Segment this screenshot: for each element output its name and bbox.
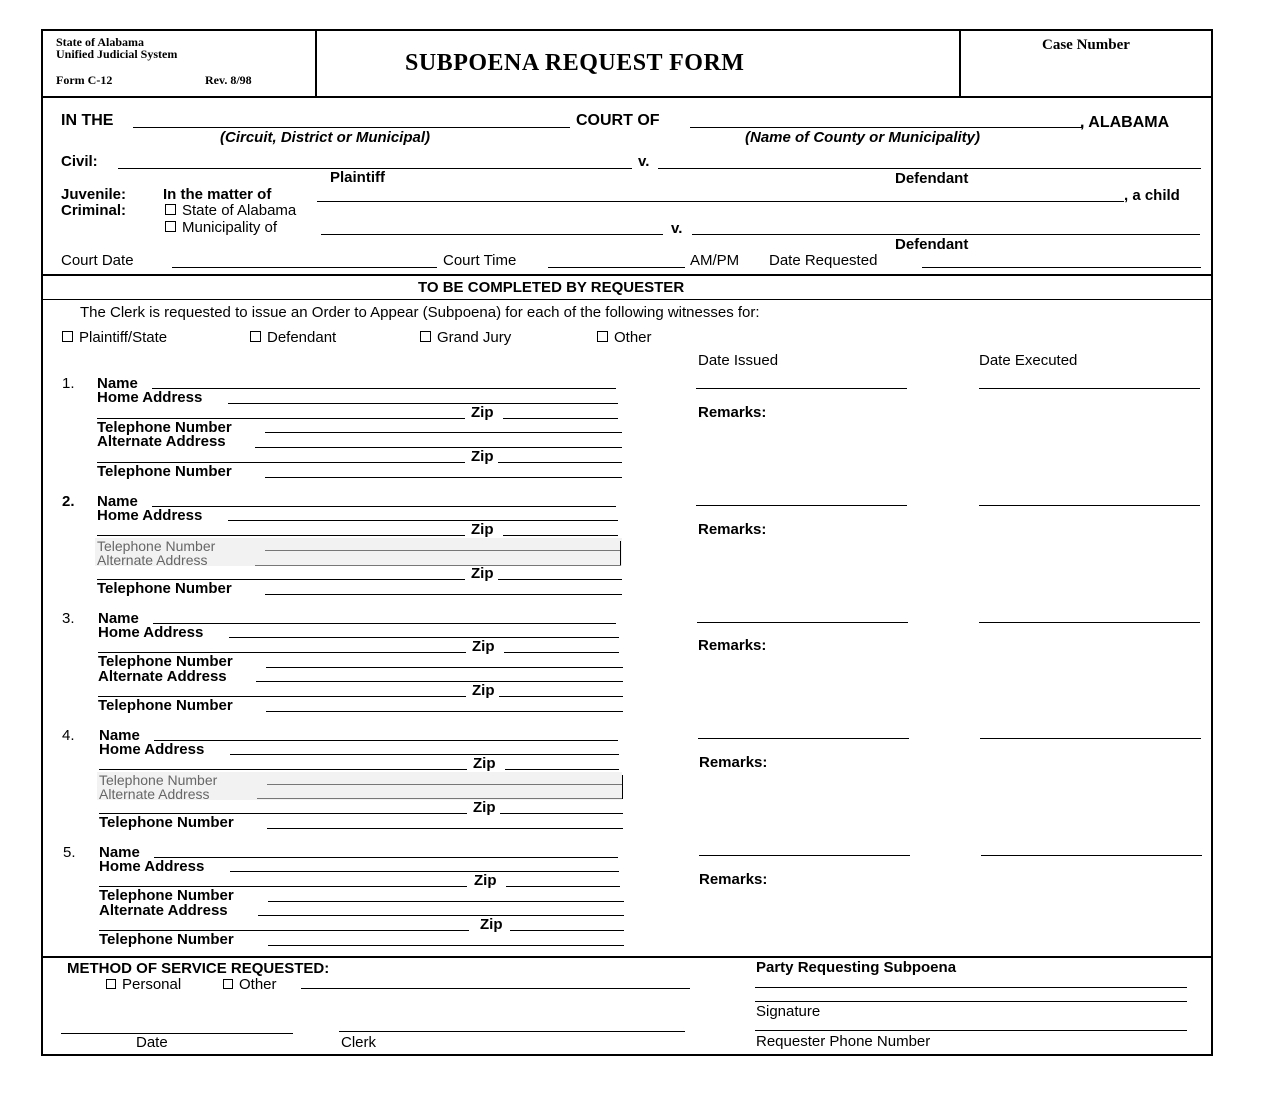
state-of-alabama-option[interactable]: [165, 203, 296, 219]
court-type-field[interactable]: [133, 127, 570, 128]
child-name-field[interactable]: [317, 201, 1124, 202]
clerk-signature-field[interactable]: [339, 1031, 685, 1032]
witness-5-telephone-field[interactable]: [268, 901, 624, 902]
option-plaintiff-state[interactable]: [62, 330, 167, 346]
form-title: SUBPOENA REQUEST FORM: [405, 50, 745, 76]
defendant-checkbox[interactable]: [250, 331, 261, 342]
remarks-label: Remarks:: [698, 404, 767, 421]
alternate-address-label: Alternate Address: [98, 668, 227, 685]
telephone-label: Telephone Number: [97, 419, 232, 436]
form-border-top: [41, 29, 1213, 31]
witness-1-telephone-field[interactable]: [265, 432, 622, 433]
witness-5-alternate-address-field[interactable]: [258, 915, 624, 916]
civil-defendant-field[interactable]: [658, 168, 1201, 169]
service-option-personal[interactable]: [106, 977, 181, 993]
form-border-bottom: [41, 1054, 1213, 1056]
criminal-label: Criminal:: [61, 202, 127, 219]
zip2-label: Zip: [473, 799, 496, 816]
witness-number: 1.: [62, 375, 75, 392]
witness-2-telephone2-field[interactable]: [265, 594, 622, 595]
telephone2-label: Telephone Number: [97, 463, 232, 480]
state-suffix: , ALABAMA: [1080, 114, 1170, 131]
civil-label: Civil:: [61, 153, 98, 170]
witness-4-zip-field[interactable]: [505, 769, 619, 770]
witness-2-name-field[interactable]: [152, 506, 616, 507]
court-type-hint: (Circuit, District or Municipal): [220, 129, 431, 146]
state-of-alabama-checkbox[interactable]: [165, 204, 176, 215]
signature-field[interactable]: [755, 1001, 1187, 1002]
home-address-label: Home Address: [97, 507, 203, 524]
county-field[interactable]: [690, 127, 1082, 128]
witness-3-date-executed-field[interactable]: [979, 622, 1200, 623]
remarks-label: Remarks:: [698, 637, 767, 654]
witness-4-home-address-line2[interactable]: [99, 769, 467, 770]
court-of-label: COURT OF: [576, 112, 660, 129]
court-date-field[interactable]: [172, 267, 437, 268]
witness-5-zip2-field[interactable]: [510, 930, 624, 931]
criminal-defendant-caption: Defendant: [895, 236, 969, 253]
form-border-left: [41, 29, 43, 1056]
court-time-label: Court Time: [443, 252, 517, 269]
other-checkbox[interactable]: [597, 331, 608, 342]
party-requesting-field[interactable]: [755, 987, 1187, 988]
witness-1-zip-field[interactable]: [503, 418, 618, 419]
municipality-option[interactable]: [165, 220, 277, 236]
requester-heading-divider: [41, 299, 1213, 300]
witness-4-home-address-field[interactable]: [230, 754, 619, 755]
telephone-label: Telephone Number: [97, 538, 216, 554]
requester-instruction: The Clerk is requested to issue an Order to Appear (Subpoena) for each of the following witnesses for:: [80, 304, 760, 321]
zip-label: Zip: [471, 521, 494, 538]
witness-5-zip-field[interactable]: [506, 886, 620, 887]
agency-line2: Unified Judicial System: [56, 47, 178, 61]
zip2-label: Zip: [471, 565, 494, 582]
witness-3-alternate-address-field[interactable]: [256, 681, 623, 682]
alternate-address-label: Alternate Address: [99, 786, 210, 802]
zip2-label: Zip: [471, 448, 494, 465]
service-date-field[interactable]: [61, 1033, 293, 1034]
juvenile-label: Juvenile:: [61, 186, 127, 203]
home-address-label: Home Address: [99, 741, 205, 758]
witness-2-home-address-line2[interactable]: [97, 535, 465, 536]
witness-2-telephone-field[interactable]: [265, 550, 621, 551]
service-date-label: Date: [136, 1034, 168, 1051]
witness-4-faded-edge: [622, 775, 623, 799]
form-number: Form C-12: [56, 73, 113, 87]
witness-1-zip2-field[interactable]: [498, 462, 622, 463]
witness-3-telephone-field[interactable]: [266, 667, 623, 668]
plaintiff-state-label: Plaintiff/State: [79, 329, 168, 346]
witness-2-date-issued-field[interactable]: [696, 505, 907, 506]
service-other-field[interactable]: [301, 988, 690, 989]
requester-phone-field[interactable]: [755, 1030, 1187, 1031]
telephone-label: Telephone Number: [98, 653, 233, 670]
telephone2-label: Telephone Number: [97, 580, 232, 597]
alternate-address-label: Alternate Address: [97, 552, 208, 568]
witness-5-name-field[interactable]: [154, 857, 618, 858]
personal-checkbox[interactable]: [106, 979, 116, 989]
home-address-label: Home Address: [97, 389, 203, 406]
witness-3-date-issued-field[interactable]: [697, 622, 908, 623]
personal-label: Personal: [122, 976, 182, 993]
alternate-address-label: Alternate Address: [99, 902, 228, 919]
case-number-field[interactable]: [965, 56, 1205, 92]
agency-line1: State of Alabama: [56, 35, 144, 49]
witness-1-telephone2-field[interactable]: [265, 477, 622, 478]
witness-4-date-issued-field[interactable]: [698, 738, 909, 739]
name-label: Name: [97, 375, 138, 392]
zip-label: Zip: [471, 404, 494, 421]
ampm-label: AM/PM: [690, 252, 740, 269]
witness-2-home-address-field[interactable]: [228, 520, 618, 521]
zip-label: Zip: [472, 638, 495, 655]
witness-4-telephone-field[interactable]: [267, 784, 622, 785]
header-divider-right: [959, 29, 961, 97]
service-other-checkbox[interactable]: [223, 979, 233, 989]
witness-3-home-address-field[interactable]: [229, 637, 619, 638]
witness-3-zip2-field[interactable]: [499, 696, 623, 697]
name-label: Name: [99, 844, 140, 861]
service-top-divider: [41, 956, 1213, 958]
option-defendant[interactable]: [250, 330, 336, 346]
case-number-label: Case Number: [1042, 37, 1130, 53]
home-address-label: Home Address: [98, 624, 204, 641]
telephone2-label: Telephone Number: [98, 697, 233, 714]
requester-top-divider: [41, 274, 1213, 276]
witness-1-name-field[interactable]: [152, 388, 616, 389]
plaintiff-state-checkbox[interactable]: [62, 331, 73, 342]
header-divider: [41, 96, 1213, 98]
date-requested-field[interactable]: [922, 267, 1201, 268]
witness-4-zip2-field[interactable]: [500, 813, 623, 814]
name-label: Name: [99, 727, 140, 744]
witness-3-telephone2-field[interactable]: [266, 711, 623, 712]
witness-3-zip-field[interactable]: [504, 652, 619, 653]
witness-3-name-field[interactable]: [153, 623, 616, 624]
date-executed-header: Date Executed: [979, 352, 1078, 369]
municipality-label: Municipality of: [182, 219, 278, 236]
witness-1-alternate-address-field[interactable]: [255, 447, 622, 448]
other-label: Other: [614, 329, 652, 346]
witness-number: 2.: [62, 493, 75, 510]
municipality-checkbox[interactable]: [165, 221, 176, 232]
alternate-address-label: Alternate Address: [97, 433, 226, 450]
zip2-label: Zip: [472, 682, 495, 699]
telephone2-label: Telephone Number: [99, 931, 234, 948]
grand-jury-label: Grand Jury: [437, 329, 512, 346]
in-the-label: IN THE: [61, 112, 114, 129]
zip-label: Zip: [473, 755, 496, 772]
witness-4-date-executed-field[interactable]: [980, 738, 1201, 739]
remarks-label: Remarks:: [699, 871, 768, 888]
witness-5-home-address-field[interactable]: [230, 871, 619, 872]
witness-4-telephone2-field[interactable]: [267, 828, 623, 829]
witness-4-alternate-address-field[interactable]: [257, 798, 622, 799]
witness-2-zip2-field[interactable]: [498, 579, 622, 580]
option-grand-jury[interactable]: [420, 330, 511, 346]
service-other-label: Other: [239, 976, 277, 993]
witness-4-name-field[interactable]: [154, 740, 618, 741]
witness-1-date-executed-field[interactable]: [979, 388, 1200, 389]
date-issued-header: Date Issued: [698, 352, 779, 369]
witness-5-telephone2-field[interactable]: [268, 945, 624, 946]
telephone-label: Telephone Number: [99, 887, 234, 904]
municipality-field[interactable]: [321, 234, 663, 235]
name-label: Name: [98, 610, 139, 627]
remarks-label: Remarks:: [698, 521, 767, 538]
zip2-label: Zip: [480, 916, 503, 933]
witness-2-date-executed-field[interactable]: [979, 505, 1200, 506]
requester-heading: TO BE COMPLETED BY REQUESTER: [418, 279, 685, 296]
witness-2-faded-edge: [620, 541, 621, 565]
party-requesting-label: Party Requesting Subpoena: [756, 959, 957, 976]
clerk-label: Clerk: [341, 1034, 377, 1051]
plaintiff-caption: Plaintiff: [330, 169, 385, 186]
header-divider-left: [315, 29, 317, 97]
criminal-defendant-field[interactable]: [692, 234, 1200, 235]
requester-phone-label: Requester Phone Number: [756, 1033, 931, 1050]
child-suffix: , a child: [1124, 187, 1180, 204]
in-matter-label: In the matter of: [163, 186, 272, 203]
option-other[interactable]: [597, 330, 652, 346]
form-revision: Rev. 8/98: [205, 73, 252, 87]
state-of-alabama-label: State of Alabama: [182, 202, 297, 219]
witness-number: 3.: [62, 610, 75, 627]
signature-label: Signature: [756, 1003, 821, 1020]
telephone-label: Telephone Number: [99, 772, 218, 788]
witness-number: 5.: [63, 844, 76, 861]
criminal-v-label: v.: [671, 220, 683, 237]
home-address-label: Home Address: [99, 858, 205, 875]
civil-defendant-caption: Defendant: [895, 170, 969, 187]
remarks-label: Remarks:: [699, 754, 768, 771]
form-border-right: [1211, 29, 1213, 1056]
defendant-label: Defendant: [267, 329, 337, 346]
witness-5-date-executed-field[interactable]: [981, 855, 1202, 856]
grand-jury-checkbox[interactable]: [420, 331, 431, 342]
service-option-other[interactable]: [223, 977, 277, 993]
court-time-field[interactable]: [548, 267, 685, 268]
telephone2-label: Telephone Number: [99, 814, 234, 831]
witness-2-zip-field[interactable]: [503, 535, 618, 536]
witness-5-date-issued-field[interactable]: [699, 855, 910, 856]
zip-label: Zip: [474, 872, 497, 889]
witness-number: 4.: [62, 727, 75, 744]
method-of-service-heading: METHOD OF SERVICE REQUESTED:: [67, 960, 330, 977]
name-label: Name: [97, 493, 138, 510]
civil-v-label: v.: [638, 153, 650, 170]
witness-1-date-issued-field[interactable]: [696, 388, 907, 389]
witness-1-home-address-field[interactable]: [228, 403, 618, 404]
county-hint: (Name of County or Municipality): [745, 129, 981, 146]
witness-2-alternate-address-field[interactable]: [255, 565, 621, 566]
date-requested-label: Date Requested: [769, 252, 878, 269]
court-date-label: Court Date: [61, 252, 134, 269]
